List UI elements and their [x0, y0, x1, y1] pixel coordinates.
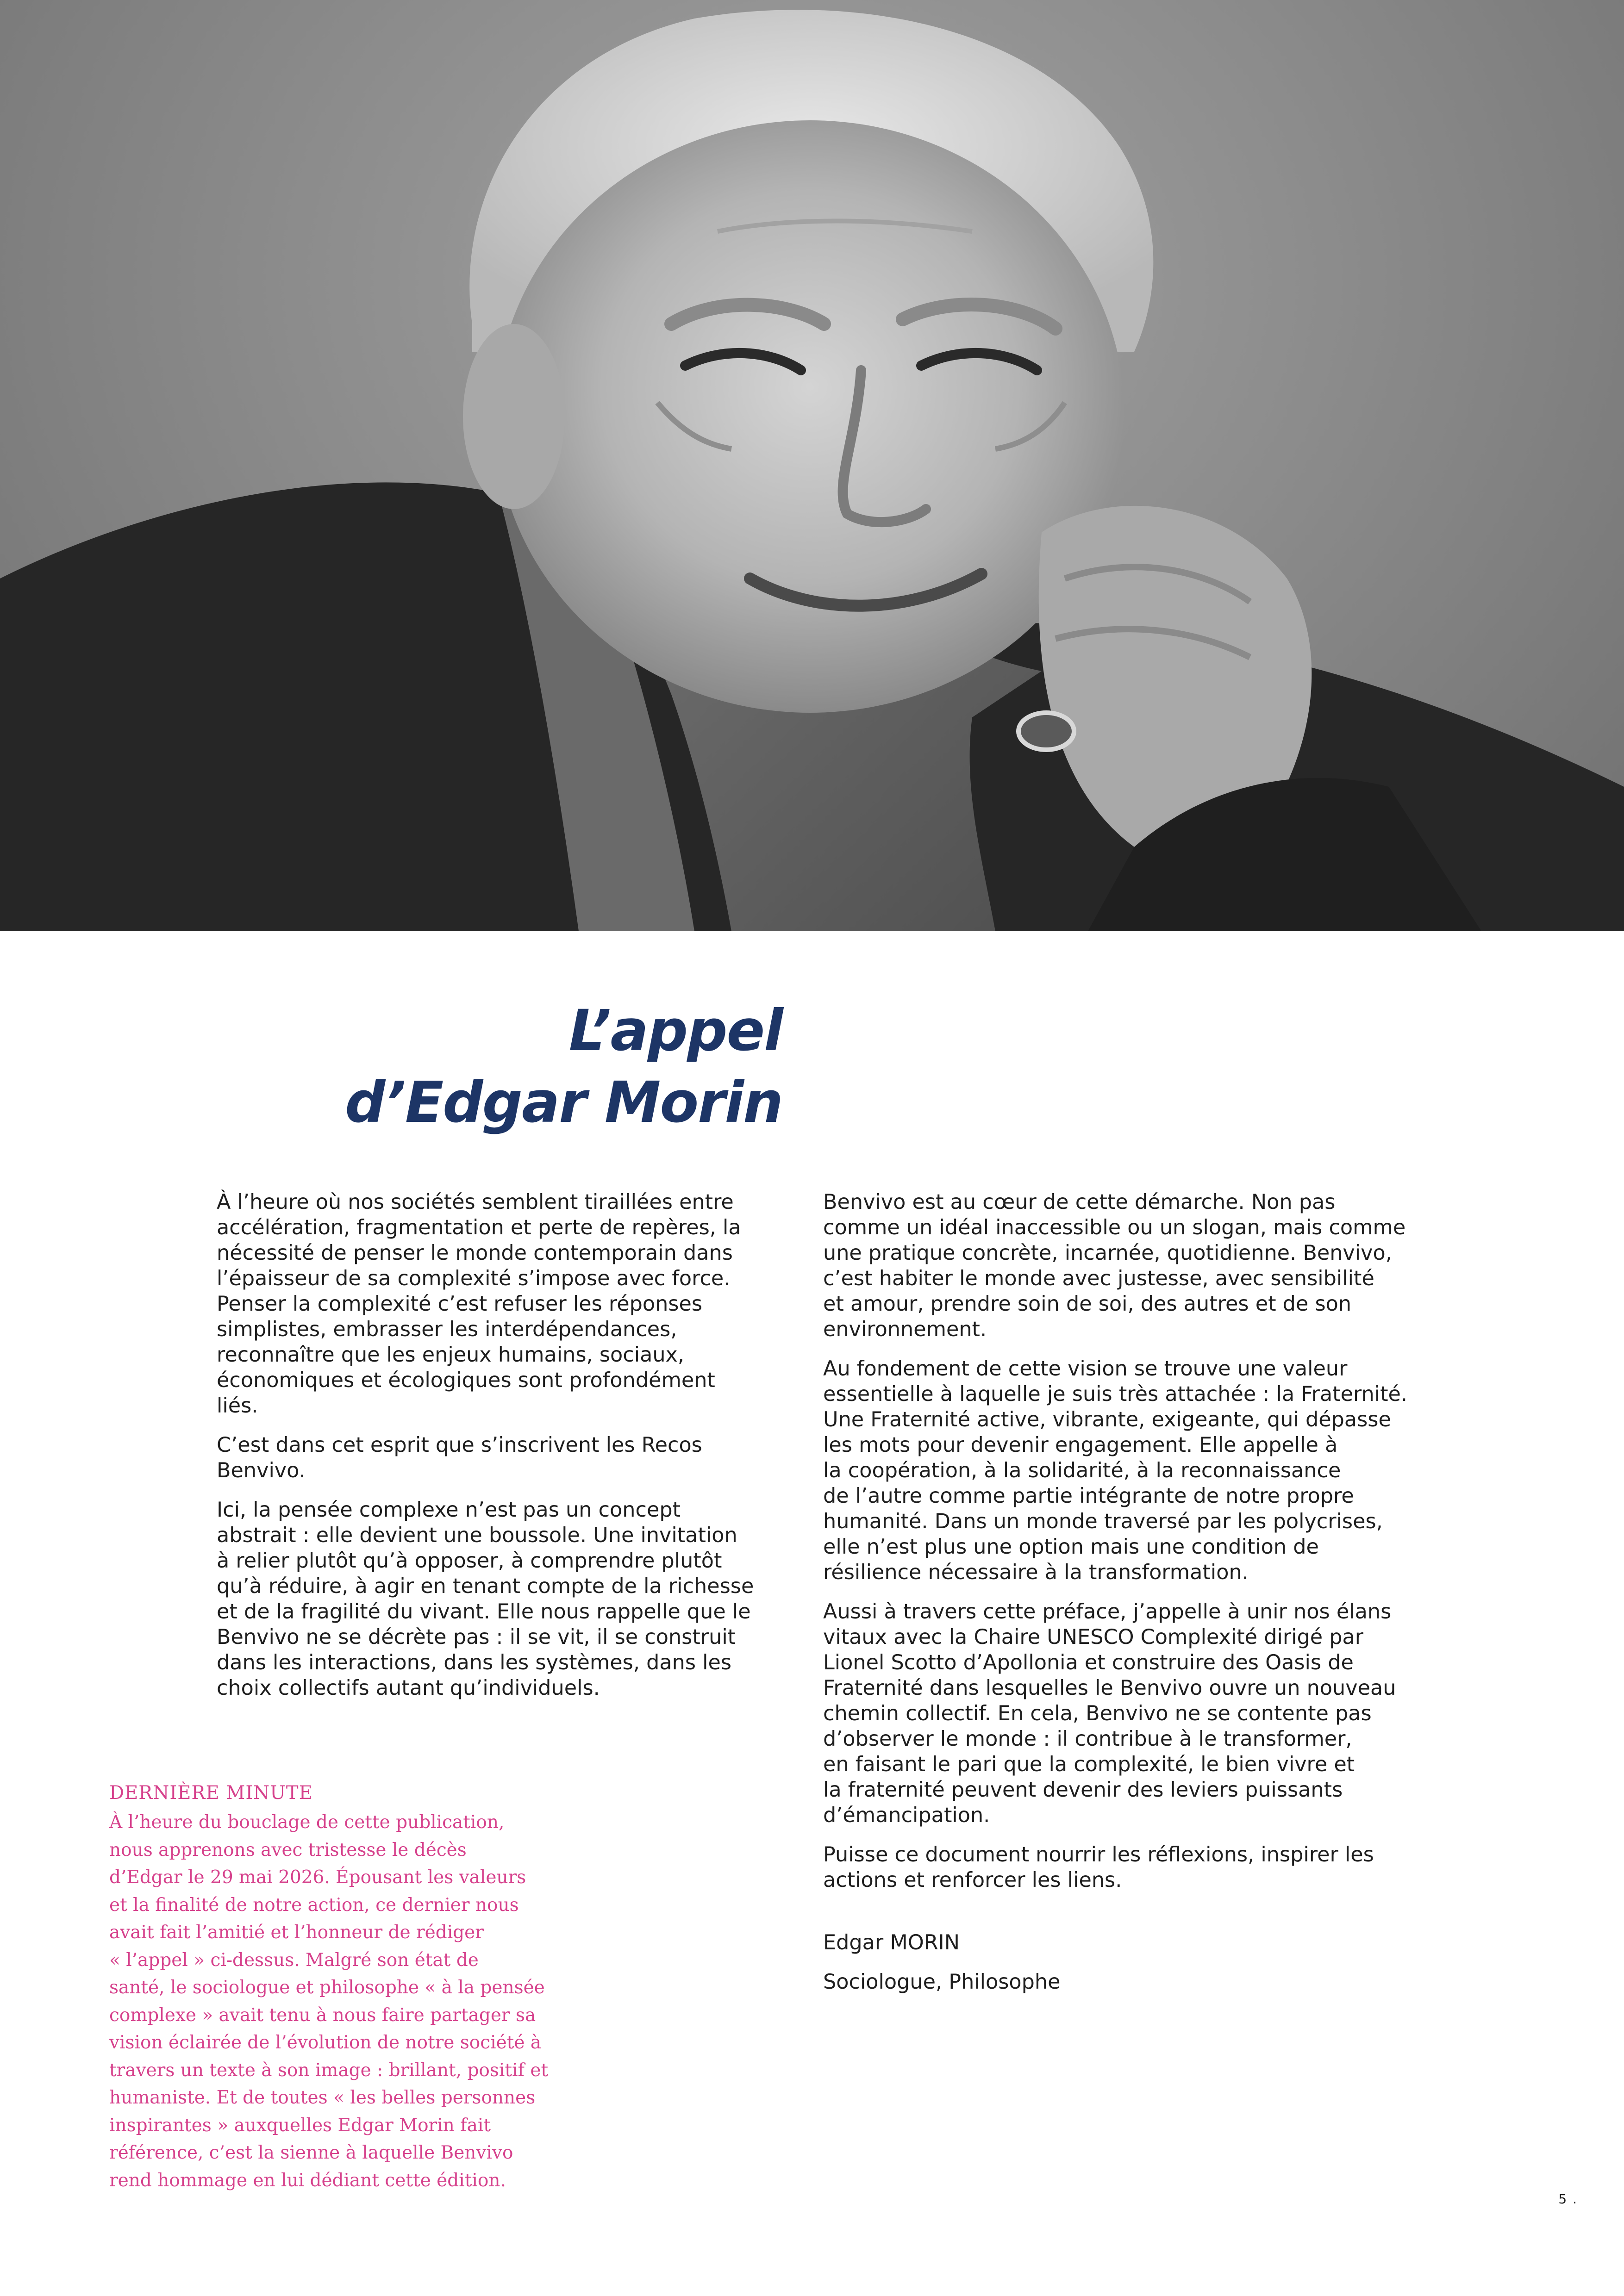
portrait-illustration: [0, 0, 1624, 931]
left-text-column: [217, 1189, 818, 1715]
sidebar-body: À l’heure du bouclage de cette publication, nous apprenons avec tristesse le décès d’Edgar le 29 mai 2026. Épousant les valeurs et la finalité de notre action, ce dernier nous avait fait l’amitié et l’honneur de rédiger « l’appel » ci-dessus. Malgré son état de santé, le sociologue et philosophe « à la pensée complexe » avait tenu à nous faire partager sa vision éclairée de l’évolution de notre société à travers un texte à son image : brillant, positif et humaniste. Et de toutes « les belles personnes inspirantes » auxquelles Edgar Morin fait référence, c’est la sienne à laquelle Benvivo rend hommage en lui dédiant cette édition.: [109, 1812, 549, 2191]
sidebar-heading: DERNIÈRE MINUTE: [109, 1782, 313, 1804]
right-text-column: [823, 1189, 1434, 2009]
article-title: [231, 995, 782, 1139]
paragraph: Ici, la pensée complexe n’est pas un concept abstrait : elle devient une boussole. Une invitation à relier plutôt qu’à opposer, à comprendre plutôt qu’à réduire, à agir en tenant compte de la richesse et de la fragilité du vivant. Elle nous rappelle que le Benvivo ne se décrète pas : il se vit, il se construit dans les interactions, dans les systèmes, dans les choix collectifs autant qu’individuels.: [217, 1498, 754, 1700]
signature-name: Edgar MORIN: [823, 1931, 960, 1954]
page-number: 5 .: [1558, 2191, 1578, 2207]
signature-role: Sociologue, Philosophe: [823, 1970, 1061, 1994]
paragraph: À l’heure où nos sociétés semblent tiraillées entre accélération, fragmentation et perte de repères, la nécessité de penser le monde contemporain dans l’épaisseur de sa complexité s’impose avec force. Penser la complexité c’est refuser les réponses simplistes, embrasser les interdépendances, reconnaître que les enjeux humains, sociaux, économiques et écologiques sont profondément liés.: [217, 1190, 741, 1418]
paragraph: Puisse ce document nourrir les réflexions, inspirer les actions et renforcer les liens.: [823, 1843, 1374, 1892]
paragraph: Au fondement de cette vision se trouve une valeur essentielle à laquelle je suis très attachée : la Fraternité. Une Fraternité active, vibrante, exigeante, qui dépasse les mots pour devenir engagement. Elle appelle à la coopération, à la solidarité, à la reconnaissance de l’autre comme partie intégrante de notre propre humanité. Dans un monde traversé par les polycrises, elle n’est plus une option mais une condition de résilience nécessaire à la transformation.: [823, 1357, 1408, 1584]
title-line-2: d’Edgar Morin: [345, 1070, 782, 1135]
portrait-photo: [0, 0, 1624, 931]
paragraph: Benvivo est au cœur de cette démarche. Non pas comme un idéal inaccessible ou un slogan, mais comme une pratique concrète, incarnée, quotidienne. Benvivo, c’est habiter le monde avec justesse, avec sensibilité et amour, prendre soin de soi, des autres et de son environnement.: [823, 1190, 1406, 1341]
last-minute-sidebar: [109, 1781, 554, 2194]
paragraph: Aussi à travers cette préface, j’appelle à unir nos élans vitaux avec la Chaire UNESCO Complexité dirigé par Lionel Scotto d’Apollonia et construire des Oasis de Fraternité dans lesquelles le Benvivo ouvre un nouveau chemin collectif. En cela, Benvivo ne se contente pas d’observer le monde : il contribue à le transformer, en faisant le pari que la complexité, le bien vivre et la fraternité peuvent devenir des leviers puissants d’émancipation.: [823, 1600, 1396, 1827]
paragraph: C’est dans cet esprit que s’inscrivent les Recos Benvivo.: [217, 1433, 702, 1482]
title-line-1: L’appel: [568, 998, 782, 1064]
signature: [823, 1930, 1434, 1995]
